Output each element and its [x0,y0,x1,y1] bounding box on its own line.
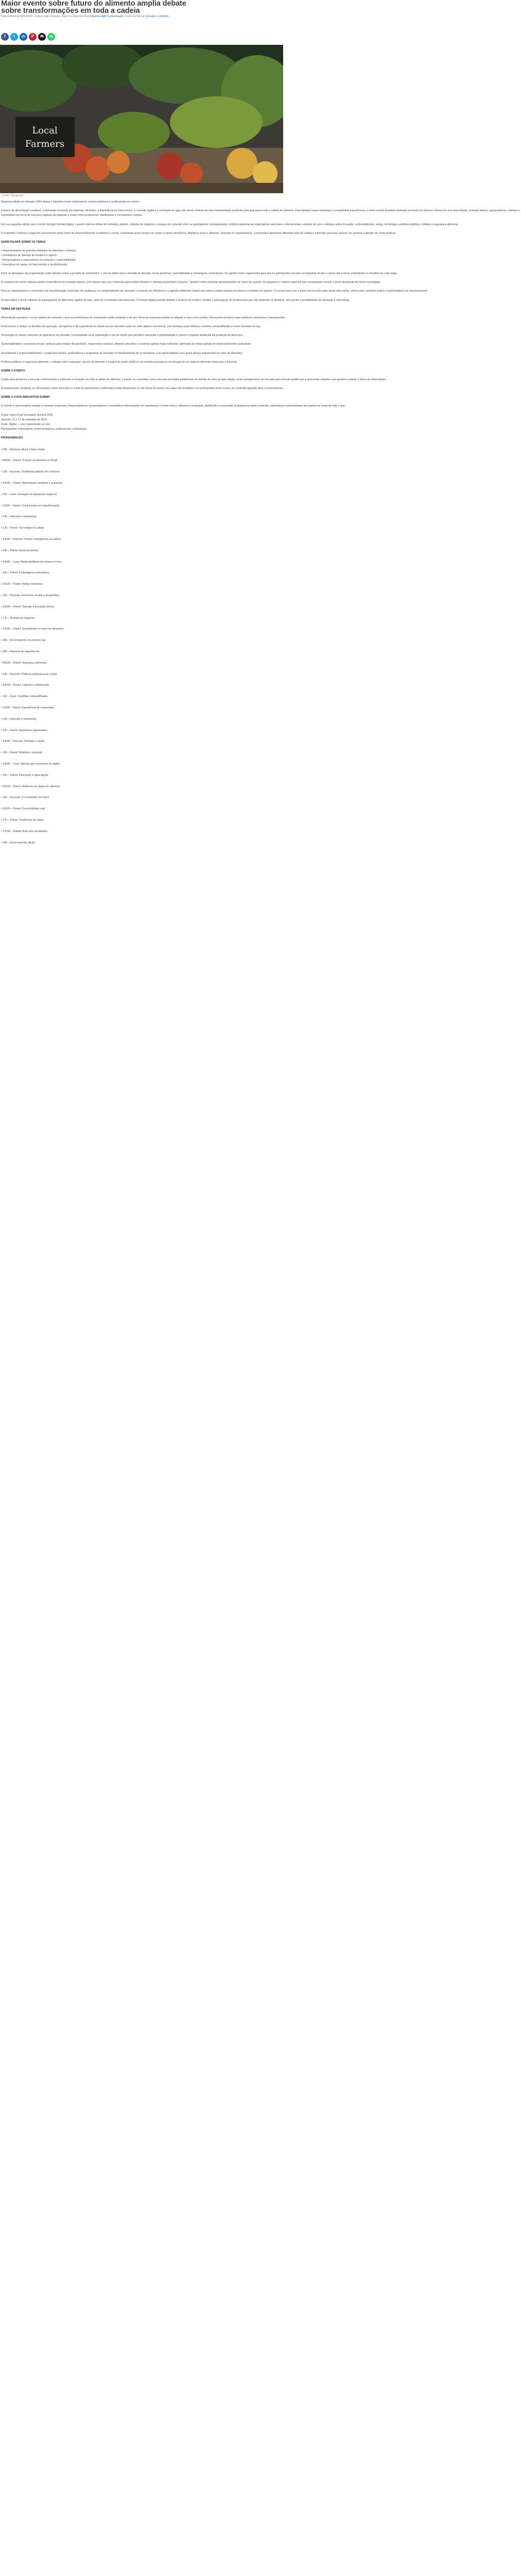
service-info-item: Quando: 16 e 17 de setembro de 2024 [1,418,47,421]
program-item: • 09h – Abertura do segundo dia [1,647,520,658]
body-paragraph: Sustentabilidade e economia circular: práticas para reduzir desperdícios, reaproveitar resíduos, diminuir emissões e construir cadeias mais resilientes, alinhadas às metas globais de desenvolvimento sustentável. [1,343,252,346]
program-item: • 16h30 – Painel: Startups e inovação aberta [1,602,520,613]
body-paragraph: Entre os destaques da programação estão debates sobre a jornada do consumidor, o uso de dados para a tomada de decisão, novas proteínas, rastreabilidade e embalagens sustentáveis. Os painéis foram organizados para que os participantes possam acompanhar desde o campo até a mesa, entendendo os desafios de cada etapa. [1,272,398,276]
program-item: • 13h30 – Keynote: Nutrição e saúde [1,736,520,748]
body-paragraph: O evento é uma iniciativa voltada a conectar empresas, empreendedores, pesquisadores e investidores interessados em transformar a forma como o alimento é produzido, distribuído e consumido. A plataforma reúne conteúdo, networking e oportunidades de negócio ao longo de todo o ano. [1,404,346,408]
meta-suffix: • Fonte da Notícia [124,15,145,18]
section-heading-program: PROGRAMAÇÃO [1,436,23,439]
section-body-4 [1,378,520,391]
share-bar [0,19,521,42]
pinterest-share-button[interactable] [29,33,37,41]
program-item: • 15h30 – Painel: Mulheres na cadeia do alimento [1,782,520,793]
twitter-share-button[interactable] [10,33,18,41]
program-item: • 11h30 – Painel: Food service em transformação [1,501,520,512]
program-item: • 15h30 – Painel: Varejo omnicanal [1,579,520,590]
list-item: • Fundadores de startups de foodtech e agtech [1,253,520,258]
program-item: • 13h – Painel: Tecnologia no campo [1,523,520,534]
body-paragraph: Alimentação saudável e novos hábitos de consumo: como as preferências do consumidor estão mudando e de que forma as empresas podem se adaptar a esse novo cenário, oferecendo produtos mais nutritivos, acessíveis e transparentes. [1,316,286,319]
twitter-icon: t [13,34,15,39]
speakers-list [1,249,520,267]
program-item: • 16h – Keynote: Economia circular e desperdício [1,590,520,602]
service-info-list [1,413,520,432]
email-icon: ✉ [40,34,44,39]
program-item: • 15h – Painel: Embalagens sustentáveis [1,568,520,579]
program-item: • 17h30 – Debate final com convidados [1,826,520,838]
program-item: • 12h – Intervalo e networking [1,714,520,725]
article-body [0,198,521,849]
service-info-item: Onde: Digital — com transmissão ao vivo [1,422,50,426]
program-item: • 13h30 – Keynote: Dados e inteligência na cadeia [1,534,520,546]
facebook-icon: f [4,34,6,39]
body-paragraph: A programação completa, as informações sobre inscrições e a lista de palestrantes confirmados estão disponíveis no site oficial do evento. As vagas são limitadas e os participantes terão acesso ao conteúdo gravado após o encerramento. [1,387,284,391]
body-paragraph: Criado para promover a troca de conhecimento e estimular a inovação em toda a cadeia do alimento, o evento se consolidou como uma das principais plataformas de debate do setor. A cada edição, reúne protagonistas do mercado para discutir tendências e apresentar soluções que ajudam a moldar o futuro da alimentação. [1,378,387,382]
whatsapp-share-button[interactable] [47,33,55,41]
meta-prefix: Data da Notícia 28/03/2024 • Sobre o Agro Notícias • Autor de Imprensa Mais [1,15,90,18]
body-paragraph: Tecnologia no campo: soluções de agricultura de precisão, conectividade rural, automação e uso de dados que permitem aumentar a produtividade e reduzir o impacto ambiental da produção de alimentos. [1,334,244,337]
intro-section [1,200,520,236]
list-item: • Pesquisadores e especialistas em nutrição e sustentabilidade [1,258,520,263]
section-body-2 [1,272,520,303]
program-item: • 18h – Encerramento do primeiro dia [1,635,520,647]
program-item: • 17h – Painel: Tendências de sabor [1,815,520,826]
body-paragraph: Para os organizadores, o momento é de transformação acelerada. As mudanças no comportamento de consumo, a pressão por eficiência e a agenda ambiental exigem que toda a cadeia repense processos e modelos de negócio. O evento busca ser o ponto de encontro para essas discussões, oferecendo conteúdo prático e oportunidades de relacionamento. [1,290,428,293]
chalkboard-sign [15,117,75,157]
section-heading-about: SOBRE O EVENTO [1,369,25,373]
program-item: • 11h – Case: Cozinhas compartilhadas [1,691,520,703]
body-paragraph: Segunda edição em formato 100% digital e interativo reúne empresários, empreendedores e profissionais em evento. [1,200,141,204]
program-item: • 09h30 – Painel: Segurança alimentar [1,658,520,669]
program-item: • 09h30 – Painel: O futuro do alimento no Brasil [1,455,520,467]
hero-caption: Crédito: Divulgação [1,194,24,197]
body-paragraph: Investimento e empreendedorismo: o papel dos fundos, aceleradoras e programas de inovação no fortalecimento do ecossistema, e as oportunidades para quem deseja empreender no setor de alimentos. [1,351,244,355]
sign-text-line-2: Farmers [25,139,65,149]
service-info-item: Participantes: empresários, empreendedores, profissionais e estudantes [1,427,87,431]
program-item: • 10h30 – Painel: Alimentação saudável e acessível [1,478,520,489]
program-item: • 09h – Abertura oficial e boas-vindas [1,445,520,456]
program-item: • 18h – Encerramento oficial [1,838,520,849]
body-paragraph: A expectativa é reunir milhares de participantes de diferentes regiões do país, além de convidados internacionais. O formato digital permite ampliar o alcance do evento e facilitar a participação de profissionais que não poderiam se deslocar, sem perder a possibilidade de interação e networking. [1,298,350,302]
program-item: • 17h – Rodada de negócios [1,613,520,624]
sign-text-line-1: Local [32,125,58,136]
article-meta [0,14,521,19]
article-page [0,0,521,869]
author-link[interactable]: Imprensa Agro Comunicação [90,15,124,18]
service-info-item: O quê: Open Food Innovation Summit 2024 [1,413,53,417]
program-item: • 10h – Keynote: Políticas públicas para o setor [1,669,520,681]
email-share-button[interactable] [38,33,46,41]
body-paragraph: A busca de alimentação saudável, a demanda crescente por sistemas eficientes, a importância do food service, a conexão digital e a revolução do agro são temas centrais de uma transformação profunda pela qual passa toda a cadeia do alimento. Para debater essas mudanças e compartilhar experiências, o maior evento brasileiro dedicado ao futuro do alimento retorna em sua nova edição, reunindo líderes, pesquisadores, startups e investidores em torno de soluções capazes de impactar o modo como produzimos, distribuímos e consumimos comida. [1,209,520,217]
section-heading-summit: SOBRE O FOOD INNOVATION SUMMIT [1,396,50,399]
program-item: • 15h – Painel: Educação e capacitação [1,770,520,782]
program-item: • 14h30 – Case: Rastreabilidade do campo à mesa [1,557,520,568]
section-heading-speakers: QUEM FALARÁ SOBRE OS TEMAS [1,241,46,244]
body-paragraph: Em sua segunda edição com o recém lançado formato digital, o evento oferece trilhas de conteúdo, painéis, rodadas de negócios e espaços de conexão entre os participantes. A programação combina palestras de especialistas nacionais e internacionais, estudos de caso e debates sobre inovação, sustentabilidade, varejo, tecnologia e políticas públicas voltadas à segurança alimentar. [1,223,459,226]
program-item: • 12h – Intervalo e networking [1,512,520,523]
facebook-share-button[interactable] [1,33,9,41]
linkedin-share-button[interactable] [20,33,27,41]
program-item: • 10h30 – Painel: Logística e distribuição [1,680,520,691]
section-heading-themes: TEMAS EM DESTAQUE [1,307,31,311]
hero-photo-illustration [0,45,283,193]
program-item: • 14h – Painel: Bebidas e inovação [1,748,520,759]
program-item: • 13h – Painel: Agricultura regenerativa [1,725,520,737]
section-body-5 [1,404,520,409]
pinterest-icon: P [31,34,34,39]
hero-image [0,45,283,193]
program-item: • 16h – Keynote: O consumidor do futuro [1,792,520,804]
source-link[interactable]: Consulte o conteúdo [145,15,169,18]
body-paragraph: Food service e varejo: os desafios da operação, da logística e da experiência do cliente em um mercado cada vez mais digital e omnicanal, com destaque para delivery, cozinhas compartilhadas e novos formatos de loja. [1,325,261,329]
linkedin-icon: in [21,34,26,39]
list-item: • Executivos do varejo, do food service e da distribuição [1,263,520,267]
program-item: • 17h30 – Painel: Investimento no setor de alimentos [1,624,520,635]
program-item: • 14h30 – Case: Marcas que cresceram no digital [1,759,520,770]
article-title-line-2: sobre transformações em toda a cadeia [1,7,140,15]
program-item: • 16h30 – Painel: Conectividade rural [1,804,520,815]
body-paragraph: O propósito é reforçar o papel do ecossistema como motor de desenvolvimento econômico e social, conectando quem produz no campo a quem transforma, distribui e serve o alimento. Segundo os organizadores, a proposta é aproximar diferentes elos da cadeia e estimular parcerias capazes de acelerar a adoção de novas práticas. [1,231,396,235]
list-item: • Representantes de grandes indústrias de alimentos e bebidas [1,249,520,253]
program-item: • 11h – Case: Inovação em pequenos negócios [1,489,520,501]
whatsapp-icon: w [49,34,53,39]
body-paragraph: Políticas públicas e segurança alimentar: o debate sobre regulação, acesso ao alimento e o papel do poder público e da iniciativa privada na construção de um sistema alimentar mais justo e eficiente. [1,360,238,364]
article-title-line-1: Maior evento sobre futuro do alimento amplia debate [1,0,186,8]
article-title [0,0,521,14]
program-list [1,445,520,849]
program-item: • 11h30 – Painel: Experiência do consumidor [1,703,520,714]
program-item: • 10h – Keynote: Tendências globais de consumo [1,467,520,478]
program-item: • 14h – Painel: Novas proteínas [1,546,520,557]
section-body-3 [1,316,520,365]
body-paragraph: A curadoria do evento destaca ainda a importância da inovação aberta, com espaço para que empresas apresentem desafios e startups proponham soluções. Também estão previstas apresentações de cases de sucesso de pequenos e médios negócios que conseguiram crescer a partir da adoção de novas tecnologias. [1,281,381,284]
